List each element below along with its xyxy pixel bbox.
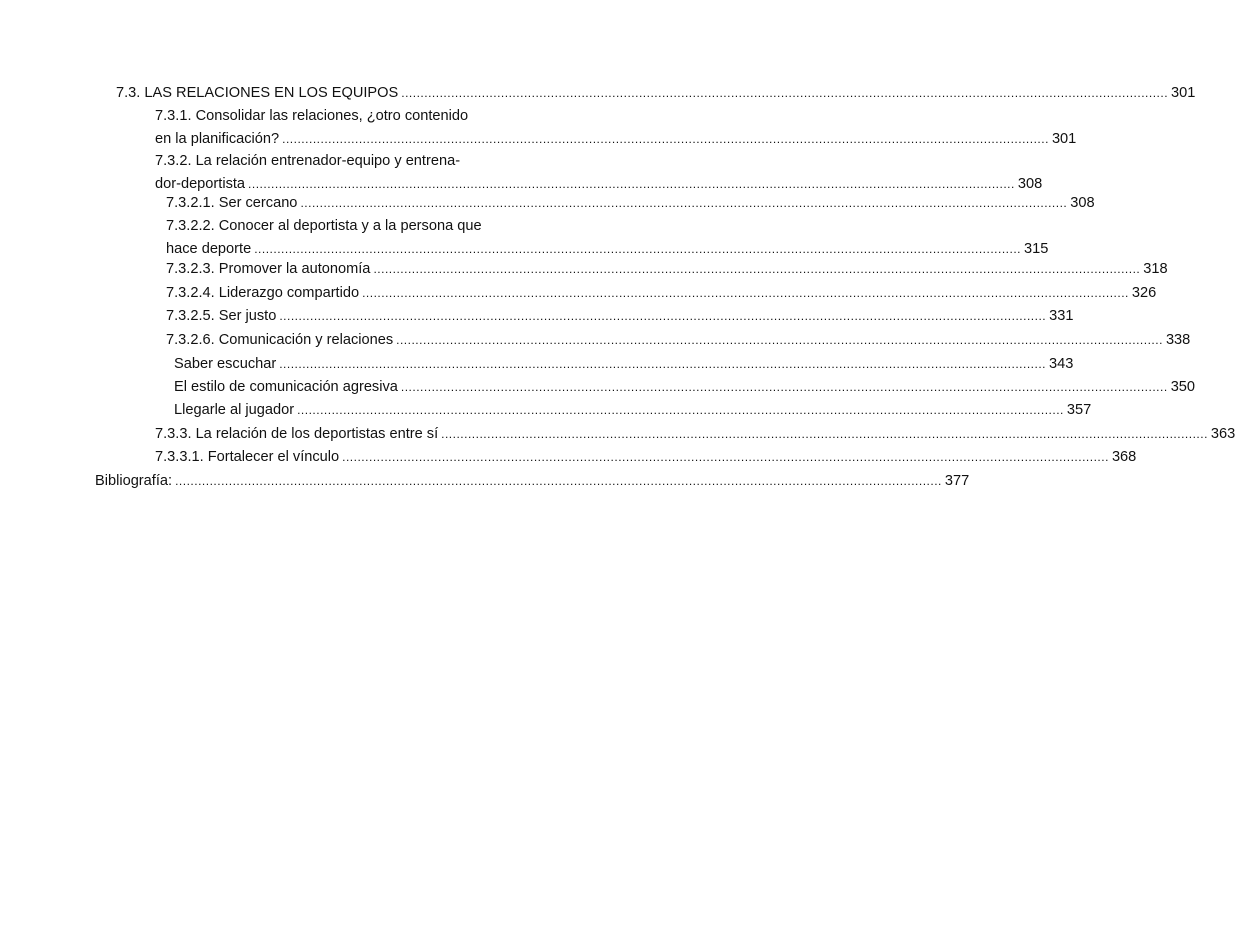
dot-leader: ........................................................................................................................................................................................................	[401, 86, 1169, 100]
toc-entry-title: 7.3.2.4. Liderazgo compartido	[166, 285, 360, 301]
toc-entry-title: 7.3. LAS RELACIONES EN LOS EQUIPOS	[116, 85, 399, 101]
dot-leader: ........................................................................................................................................................................................................	[282, 132, 1049, 146]
toc-entry-title: 7.3.2.1. Ser cercano	[166, 195, 298, 211]
toc-entry-title: 7.3.2.3. Promover la autonomía	[166, 261, 371, 277]
dot-leader: ........................................................................................................................................................................................................	[373, 262, 1141, 276]
toc-entry	[174, 353, 1074, 376]
dot-leader: ........................................................................................................................................................................................................	[396, 333, 1163, 347]
toc-page-number: 350	[1170, 379, 1196, 395]
dot-leader: ........................................................................................................................................................................................................	[279, 357, 1047, 371]
toc-page-number: 331	[1049, 308, 1074, 324]
dot-leader: ........................................................................................................................................................................................................	[175, 474, 942, 488]
toc-entry-title-line1: 7.3.1. Consolidar las relaciones, ¿otro contenido	[155, 108, 469, 124]
toc-page-number: 363	[1210, 426, 1235, 442]
toc-entry-title: Bibliografía:	[95, 473, 173, 489]
toc-entry	[155, 446, 1137, 469]
toc-entry-title-line1: 7.3.2.2. Conocer al deportista y a la persona que	[166, 218, 482, 234]
toc-entry	[155, 423, 1235, 446]
toc-page-number: 368	[1111, 449, 1137, 465]
toc-page-number: 315	[1024, 241, 1049, 257]
toc-entry-title-line2: dor-deportista	[155, 176, 246, 192]
dot-leader: ........................................................................................................................................................................................................	[342, 450, 1109, 464]
toc-entry-title: 7.3.2.5. Ser justo	[166, 308, 277, 324]
toc-page-number: 301	[1171, 85, 1196, 101]
toc-entry	[166, 258, 1168, 281]
toc-entry	[174, 376, 1196, 399]
toc-entry-title: 7.3.3.1. Fortalecer el vínculo	[155, 449, 340, 465]
toc-page-number: 301	[1051, 131, 1077, 147]
toc-entry-title: 7.3.2.6. Comunicación y relaciones	[166, 332, 394, 348]
toc-page-number: 318	[1143, 261, 1168, 277]
toc-entry	[166, 329, 1191, 352]
toc-page-number: 338	[1165, 332, 1191, 348]
toc-entry-title: El estilo de comunicación agresiva	[174, 379, 398, 395]
toc-entry	[166, 215, 1049, 261]
toc-entry	[166, 305, 1074, 328]
toc-entry	[155, 150, 1043, 196]
toc-entry-title-line2: hace deporte	[166, 241, 252, 257]
dot-leader: ........................................................................................................................................................................................................	[441, 427, 1208, 441]
toc-page-number: 308	[1070, 195, 1095, 211]
dot-leader: ........................................................................................................................................................................................................	[279, 309, 1047, 323]
toc-page-number: 377	[944, 473, 970, 489]
dot-leader: ........................................................................................................................................................................................................	[248, 177, 1015, 191]
toc-entry	[95, 470, 970, 493]
toc-entry	[155, 105, 1077, 151]
dot-leader: ........................................................................................................................................................................................................	[254, 242, 1021, 256]
toc-entry-title-line1: 7.3.2. La relación entrenador-equipo y entrena-	[155, 153, 461, 169]
toc-entry	[116, 82, 1196, 105]
toc-page-number: 326	[1131, 285, 1157, 301]
toc-page-number: 343	[1049, 356, 1074, 372]
dot-leader: ........................................................................................................................................................................................................	[362, 286, 1129, 300]
toc-entry-title: Llegarle al jugador	[174, 402, 295, 418]
toc-entry	[166, 192, 1095, 215]
toc-entry-title-line2: en la planificación?	[155, 131, 280, 147]
dot-leader: ........................................................................................................................................................................................................	[400, 380, 1168, 394]
toc-entry-title: Saber escuchar	[174, 356, 277, 372]
dot-leader: ........................................................................................................................................................................................................	[297, 403, 1064, 417]
toc-page-number: 308	[1017, 176, 1043, 192]
toc-entry	[166, 282, 1157, 305]
toc-page-number: 357	[1066, 402, 1092, 418]
toc-entry-title: 7.3.3. La relación de los deportistas entre sí	[155, 426, 439, 442]
toc-entry	[174, 399, 1092, 422]
dot-leader: ........................................................................................................................................................................................................	[300, 196, 1068, 210]
